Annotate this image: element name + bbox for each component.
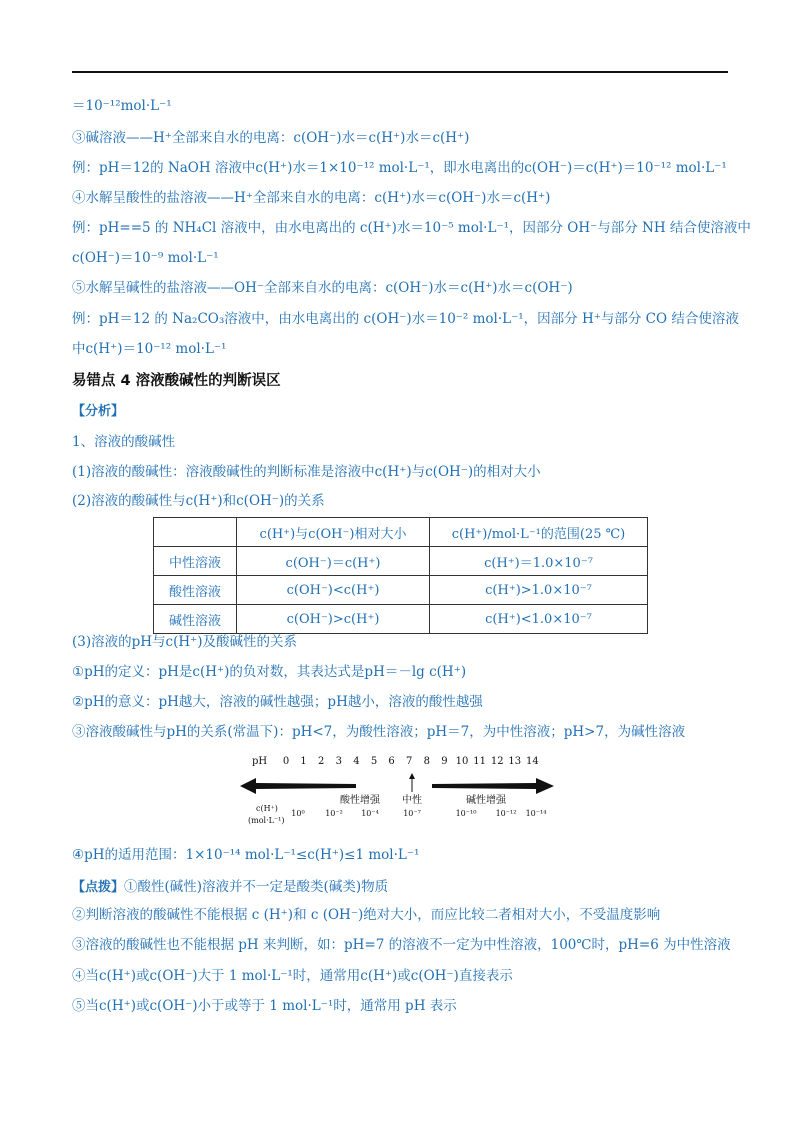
text-line: ④水解呈酸性的盐溶液——H⁺全部来自水的电离：c(H⁺)水＝c(OH⁻)水＝c(H⁺) <box>72 190 551 206</box>
ph-tick-label: 14 <box>526 756 539 767</box>
text-line: ③碱溶液——H⁺全部来自水的电离：c(OH⁻)水＝c(H⁺)水＝c(H⁺) <box>72 130 470 146</box>
table-cell: c(H⁺)>1.0×10⁻⁷ <box>430 576 648 605</box>
conc-tick-label: 10⁻¹⁴ <box>525 809 547 818</box>
table-header-row <box>154 518 648 547</box>
text-line: 例：pH＝12 的 Na₂CO₃溶液中，由水电离出的 c(OH⁻)水＝10⁻² mol·L⁻¹，因部分 H⁺与部分 CO 结合使溶液 <box>72 311 739 327</box>
table-cell: c(H⁺)<1.0×10⁻⁷ <box>430 605 648 634</box>
paragraph: ③溶液酸碱性与pH的关系(常温下)：pH<7，为酸性溶液；pH＝7，为中性溶液；pH>7，为碱性溶液 <box>72 724 686 740</box>
analysis-tag: 【分析】 <box>72 404 125 419</box>
ph-tick-label: 6 <box>388 756 395 767</box>
paragraph: ①pH的定义：pH是c(H⁺)的负对数，其表达式是pH＝－lg c(H⁺) <box>72 664 467 680</box>
ch-unit-label: (mol·L⁻¹) <box>248 816 285 825</box>
table-cell: 中性溶液 <box>154 547 237 576</box>
table-row <box>154 576 648 605</box>
ph-tick-label: 2 <box>318 756 325 767</box>
table-cell: c(OH⁻)>c(H⁺) <box>237 605 430 634</box>
conc-tick-label: 10⁻² <box>325 809 343 818</box>
ph-tick-label: 11 <box>473 756 486 767</box>
ph-scale-diagram <box>238 750 568 830</box>
table-cell: c(H⁺)与c(OH⁻)相对大小 <box>237 518 430 547</box>
conc-tick-label: 10⁻¹⁰ <box>455 809 477 818</box>
text-line: ⑤水解呈碱性的盐溶液——OH⁻全部来自水的电离：c(OH⁻)水＝c(H⁺)水＝c(OH⁻) <box>72 280 573 296</box>
table-cell: c(H⁺)/mol·L⁻¹的范围(25 ℃) <box>430 518 648 547</box>
base-label: 碱性增强 <box>466 795 506 806</box>
neutral-arrow-icon <box>409 773 415 779</box>
paragraph: (1)溶液的酸碱性：溶液酸碱性的判断标准是溶液中c(H⁺)与c(OH⁻)的相对大小 <box>72 464 541 480</box>
conc-tick-label: 10⁰ <box>291 809 305 818</box>
table-row <box>154 547 648 576</box>
table-cell: 碱性溶液 <box>154 605 237 634</box>
table-cell <box>154 518 237 547</box>
subheading: 1、溶液的酸碱性 <box>72 434 176 450</box>
ph-tick-label: 7 <box>406 756 413 767</box>
paragraph: (2)溶液的酸碱性与c(H⁺)和c(OH⁻)的关系 <box>72 493 325 509</box>
ph-tick-label: 12 <box>490 756 504 767</box>
ch-label: c(H⁺) <box>256 804 278 813</box>
table-cell: c(H⁺)＝1.0×10⁻⁷ <box>430 547 648 576</box>
paragraph: (3)溶液的pH与c(H⁺)及酸碱性的关系 <box>72 634 298 650</box>
paragraph: ②判断溶液的酸碱性不能根据 c (H⁺)和 c (OH⁻)绝对大小，而应比较二者相对大小，不受温度影响 <box>72 907 661 923</box>
ph-tick-label: 0 <box>282 756 290 767</box>
text-line: 例：pH==5 的 NH₄Cl 溶液中，由水电离出的 c(H⁺)水＝10⁻⁵ mol·L⁻¹，因部分 OH⁻与部分 NH 结合使溶液中 <box>72 220 751 236</box>
acid-arrow-icon <box>240 778 356 794</box>
text-line: ＝10⁻¹²mol·L⁻¹ <box>72 98 172 114</box>
text-line: 例：pH＝12的 NaOH 溶液中c(H⁺)水＝1×10⁻¹² mol·L⁻¹，即水电离出的c(OH⁻)＝c(H⁺)＝10⁻¹² mol·L⁻¹ <box>72 160 727 176</box>
acidity-table <box>153 517 648 634</box>
conc-tick-label: 10⁻⁴ <box>361 809 379 818</box>
conc-tick-label: 10⁻¹² <box>495 809 517 818</box>
neutral-label: 中性 <box>402 795 422 806</box>
table-cell: c(OH⁻)＝c(H⁺) <box>237 547 430 576</box>
table-row <box>154 605 648 634</box>
ph-tick-label: 3 <box>335 756 342 767</box>
ph-tick-label: 1 <box>300 756 307 767</box>
ph-tick-label: 4 <box>353 756 360 767</box>
text-line: c(OH⁻)＝10⁻⁹ mol·L⁻¹ <box>72 250 219 266</box>
paragraph: ④当c(H⁺)或c(OH⁻)大于 1 mol·L⁻¹时，通常用c(H⁺)或c(OH⁻)直接表示 <box>72 968 513 984</box>
ph-tick-label: 13 <box>508 756 522 767</box>
text-line: 中c(H⁺)＝10⁻¹² mol·L⁻¹ <box>72 341 227 357</box>
tip-text: ①酸性(碱性)溶液并不一定是酸类(碱类)物质 <box>124 879 389 895</box>
paragraph: ④pH的适用范围：1×10⁻¹⁴ mol·L⁻¹≤c(H⁺)≤1 mol·L⁻¹ <box>72 847 420 863</box>
tip-tag: 【点拨】 <box>72 880 125 895</box>
ph-tick-label: 10 <box>455 756 469 767</box>
paragraph: ③溶液的酸碱性也不能根据 pH 来判断，如：pH=7 的溶液不一定为中性溶液，100℃时，pH=6 为中性溶液 <box>72 937 731 953</box>
ph-label: pH <box>252 756 268 767</box>
section-title: 易错点 4 溶液酸碱性的判断误区 <box>72 373 281 389</box>
ph-tick-label: 5 <box>370 756 378 767</box>
ph-tick-label: 9 <box>441 756 448 767</box>
table-cell: c(OH⁻)<c(H⁺) <box>237 576 430 605</box>
conc-tick-label: 10⁻⁷ <box>403 809 421 818</box>
table-cell: 酸性溶液 <box>154 576 237 605</box>
paragraph: ②pH的意义：pH越大，溶液的碱性越强；pH越小，溶液的酸性越强 <box>72 694 483 710</box>
header-rule <box>72 71 728 73</box>
tip-line <box>72 878 388 897</box>
base-arrow-icon <box>432 778 554 794</box>
acid-label: 酸性增强 <box>340 795 380 806</box>
paragraph: ⑤当c(H⁺)或c(OH⁻)小于或等于 1 mol·L⁻¹时，通常用 pH 表示 <box>72 998 457 1014</box>
ph-tick-label: 8 <box>423 756 430 767</box>
